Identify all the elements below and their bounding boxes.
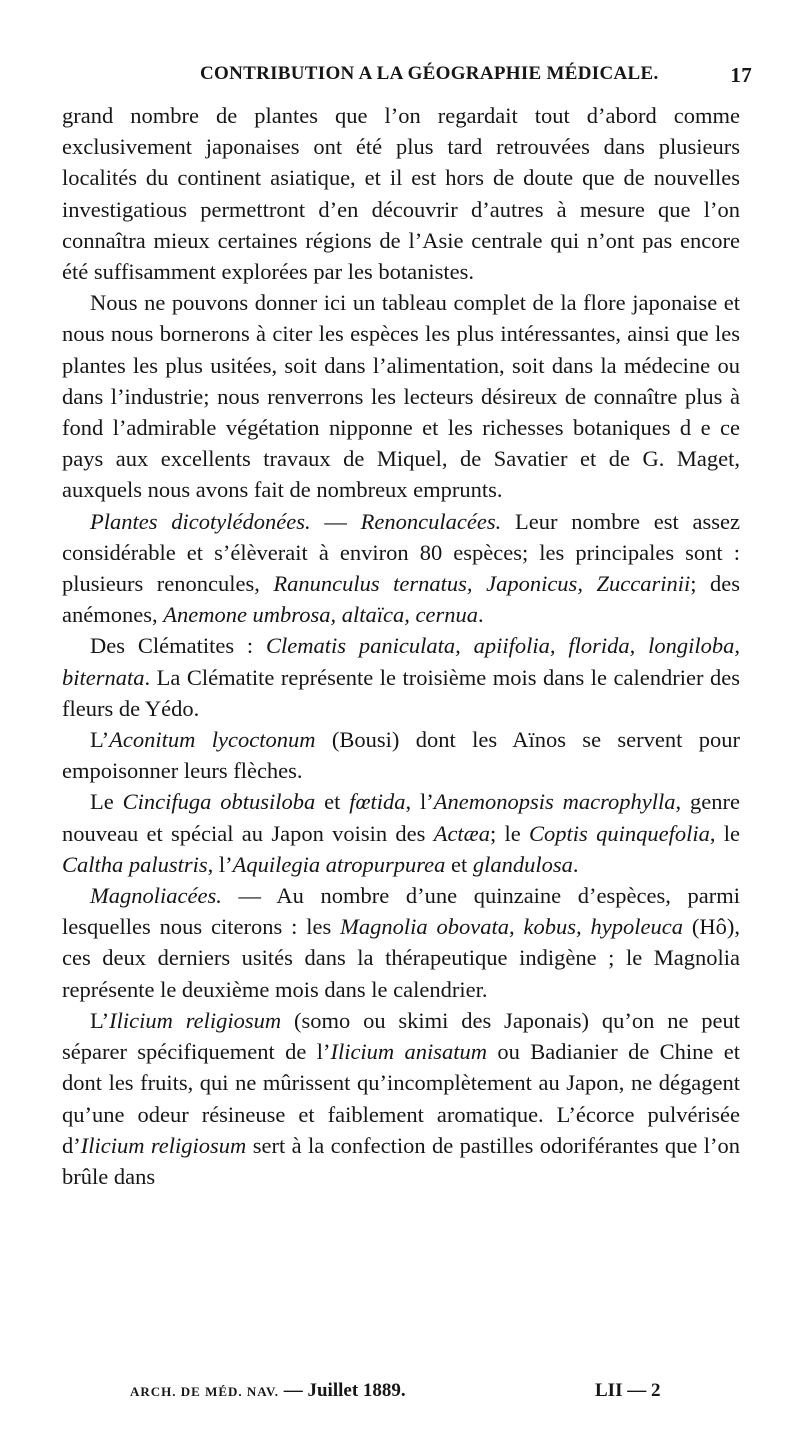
- text-run: (somo ou skimi des Japonais) qu’on ne peut séparer spécifiquement de l’: [62, 1007, 740, 1065]
- text-run: sert à la confection de pastilles odoriférantes que l’on brûle dans: [62, 1132, 740, 1189]
- species-name: Actæa: [433, 820, 490, 846]
- text-run: Leur nombre est assez considérable et s’élèverait à environ 80 espèces; les principales sont : plusieurs renoncules,: [62, 508, 741, 597]
- species-name: Coptis quinquefolia: [529, 820, 710, 846]
- paragraph-ilicium: [62, 1005, 740, 1192]
- species-name: Aconitum lycoctonum: [109, 727, 316, 753]
- text-run: . La Clématite représente le troisième mois dans le calendrier des fleurs de Yédo.: [62, 664, 740, 721]
- text-run: , genre nouveau et spécial au Japon voisin des: [62, 789, 740, 846]
- text-run: ou Badianier de Chine et dont les fruits, qui ne mûrissent qu’incomplètement au Japon, ne dégagent qu’une odeur résineuse et faiblement aromatique. L’écorce pulvérisée d’: [62, 1039, 740, 1158]
- text-run: (Bousi) dont les Aïnos se servent pour empoisonner leurs flèches.: [62, 727, 740, 784]
- species-name: fœtida: [349, 789, 406, 815]
- page-footer: [130, 1380, 740, 1406]
- species-name: Caltha palustris: [62, 851, 208, 877]
- text-run: — Au nombre d’une quinzaine d’espèces, parmi lesquelles nous citerons : les: [62, 883, 740, 940]
- paragraph-clematites: [62, 630, 740, 724]
- text-run: L’: [90, 727, 110, 753]
- species-name: Ilicium anisatum: [330, 1039, 488, 1065]
- volume-signature: LII — 2: [595, 1380, 661, 1401]
- species-name: Ilicium religiosum: [109, 1007, 282, 1033]
- text-run: Des Clématites :: [90, 633, 267, 659]
- text-run: et: [315, 789, 350, 815]
- paragraph-cincifuga: [62, 786, 740, 880]
- running-title: CONTRIBUTION A LA GÉOGRAPHIE MÉDICALE.: [200, 63, 659, 84]
- text-run: (Hô), ces deux derniers usités dans la thérapeutique indigène ; le Magnolia représente le deuxième mois dans le calendrier.: [62, 914, 741, 1002]
- section-heading-dicotyledonees: Plantes dicotylédonées.: [90, 508, 311, 534]
- paragraph-magnoliacees: [62, 880, 740, 1005]
- species-name: Aquilegia atropurpurea: [232, 851, 446, 877]
- footer-citation: [130, 1380, 406, 1402]
- running-head: [62, 63, 752, 89]
- species-name: Ranunculus ternatus, Japonicus, Zuccarinii: [273, 571, 691, 597]
- paragraph-aconitum: [62, 724, 740, 786]
- species-name: Anemonopsis macrophylla: [433, 789, 676, 815]
- section-heading-magnoliacees: Magnoliacées.: [90, 883, 222, 909]
- paragraph-continuation: grand nombre de plantes que l’on regardait tout d’abord comme exclusivement japonaises ont été plus tard retrouvées dans plusieurs localités du continent asiatique, et il est hors de doute que de nouvelles investigatious permettront d’en découvrir d’autres à mesure que l’on connaîtra mieux certaines régions de l’Asie centrale qui n’ont pas encore été suffisamment explorées par les botanistes.: [62, 103, 740, 285]
- species-name: Ilicium religiosum: [80, 1132, 247, 1158]
- section-heading-renonculacees: Renonculacées.: [360, 508, 502, 534]
- text-run: , l’: [405, 789, 434, 815]
- text-run: Le: [90, 789, 123, 815]
- species-name: Clematis paniculata, apiifolia, florida, longiloba, biternata: [62, 633, 740, 690]
- heading-separator: —: [310, 508, 361, 534]
- paragraph-flora-overview: Nous ne pouvons donner ici un tableau complet de la flore japonaise et nous nous bornerons à citer les espèces les plus intéressantes, ainsi que les plantes les plus usitées, soit dans l’alimentation, soit dans la médecine ou dans l’industrie; nous renverrons les lecteurs désireux de connaître plus à fond l’admirable végétation nipponne et les richesses botaniques d e ce pays aux excellents travaux de Miquel, de Savatier et de G. Maget, auxquels nous avons fait de nombreux emprunts.: [62, 290, 740, 503]
- issue-date: — Juillet 1889.: [278, 1380, 406, 1401]
- page-number: 17: [730, 63, 752, 87]
- body-text: [62, 100, 740, 1192]
- paragraph-renonculacees: [62, 506, 740, 631]
- text-run: .: [477, 602, 484, 628]
- text-run: L’: [90, 1007, 110, 1033]
- text-run: , le: [709, 820, 740, 846]
- journal-abbreviation: ARCH. DE MÉD. NAV.: [130, 1384, 279, 1399]
- species-name: Anemone umbrosa, altaïca, cernua: [163, 602, 478, 628]
- text-run: .: [572, 851, 579, 877]
- text-run: , l’: [207, 851, 233, 877]
- species-name: Cincifuga obtusiloba: [122, 789, 316, 815]
- text-run: ; des anémones,: [62, 571, 740, 628]
- text-run: et: [445, 851, 473, 877]
- species-name: glandulosa: [472, 851, 573, 877]
- text-run: ; le: [489, 820, 530, 846]
- species-name: Magnolia obovata, kobus, hypoleuca: [340, 914, 684, 940]
